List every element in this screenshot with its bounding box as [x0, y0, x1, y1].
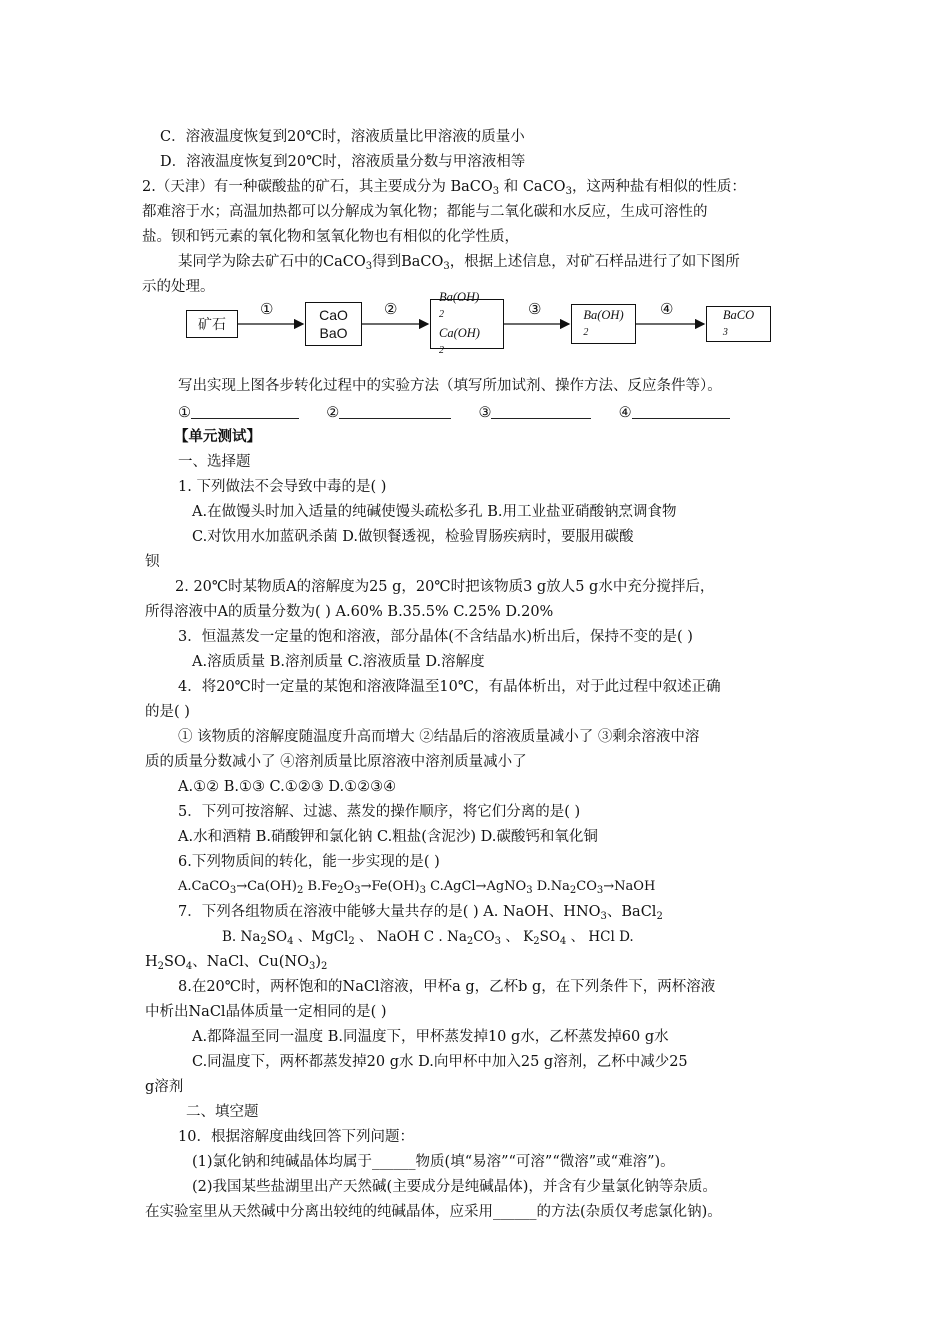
unit-test-heading: 【单元测试】: [174, 428, 261, 445]
box-hydroxides-caoh2: Ca(OH) 2: [439, 326, 480, 356]
q-line-8: 4．将20℃时一定量的某饱和溶液降温至10℃，有晶体析出，对于此过程中叙述正确: [178, 679, 721, 695]
q2-line5: 示的处理。: [142, 279, 215, 295]
q-line-14: A.水和酒精 B.硝酸钾和氯化钠 C.粗盐(含泥沙) D.碳酸钙和氧化铜: [178, 829, 598, 845]
q-line-18: B. $Na_2SO_4$ 、MgCl$_2$ 、 NaOH C . $Na_2CO_3$ 、 $K_2SO_4$ 、 HCl D.: [222, 929, 634, 947]
q-line-19: $H_2SO_4$、NaCl、$Cu(NO_3)_2$: [145, 954, 328, 972]
box-ore-label: 矿石: [198, 316, 226, 332]
q-line-16: $A.CaCO_3\to Ca(OH)_2$ $B.Fe_2O_3\to Fe(OH)_3$ C.AgCl→AgNO$_3$ $D.Na_2CO_3\to NaOH$: [178, 879, 656, 896]
answer-blank-1[interactable]: [191, 402, 299, 419]
answer-blank-4[interactable]: [632, 402, 730, 419]
answer-label-3: ③: [478, 405, 492, 421]
section-fill-heading: 二、填空题: [186, 1104, 259, 1120]
answer-label-2: ②: [326, 405, 340, 421]
q-line-22: A.都降温至同一温度 B.同温度下，甲杯蒸发掉10 g水，乙杯蒸发掉60 g水: [192, 1029, 669, 1045]
section-choice-heading: 一、选择题: [178, 454, 251, 470]
step3-label: ③: [528, 300, 542, 318]
box-barium-carbonate-label: BaCO 3: [722, 308, 755, 338]
q-line-5: 所得溶液中A的质量分数为( ) A.60% B.35.5% C.25% D.20%: [145, 604, 554, 620]
q2-instruction: 写出实现上图各步转化过程中的实验方法（填写所加试剂、操作方法、反应条件等）。: [178, 378, 722, 394]
box-oxides-bao: BaO: [319, 325, 348, 341]
q-line-13: 5．下列可按溶解、过滤、蒸发的操作顺序，将它们分离的是( ): [178, 804, 581, 820]
q2-answer-row: [178, 402, 730, 423]
q-line-12: A.①② B.①③ C.①②③ D.①②③④: [178, 779, 397, 795]
box-oxides-cao: CaO: [319, 307, 348, 323]
box-ore: [186, 310, 238, 338]
q-line-15: 6.下列物质间的转化，能一步实现的是( ): [178, 854, 440, 870]
box-barium-hydroxide: [571, 304, 636, 344]
answer-blank-2[interactable]: [339, 402, 451, 419]
q-line-1: A.在做馒头时加入适量的纯碱使馒头疏松多孔 B.用工业盐亚硝酸钠烹调食物: [192, 504, 677, 520]
answer-label-4: ④: [618, 405, 632, 421]
fill-line-1: (1)氯化钠和纯碱晶体均属于______物质(填“易溶”“可溶”“微溶”或“难溶”)。: [192, 1154, 675, 1170]
q2-line2: 都难溶于水；高温加热都可以分解成为氧化物；都能与二氧化碳和水反应，生成可溶性的: [142, 204, 708, 220]
q-line-10: ① 该物质的溶解度随温度升高而增大 ②结晶后的溶液质量减小了 ③剩余溶液中溶: [178, 729, 700, 745]
q-line-11: 质的质量分数减小了 ④溶剂质量比原溶液中溶剂质量减小了: [145, 754, 527, 770]
q-line-7: A.溶质质量 B.溶剂质量 C.溶液质量 D.溶解度: [192, 654, 485, 670]
answer-label-1: ①: [178, 405, 191, 421]
q1-option-d: D．溶液温度恢复到20℃时，溶液质量分数与甲溶液相等: [160, 154, 526, 170]
q2-line4: 某同学为除去矿石中的CaCO$_3$得到BaCO$_3$，根据上述信息，对矿石样品进行了如下图所: [178, 254, 740, 272]
q2-line3: 盐。钡和钙元素的氧化物和氢氧化物也有相似的化学性质，: [142, 229, 519, 245]
process-flow-diagram: [186, 290, 786, 356]
fill-line-0: 10．根据溶解度曲线回答下列问题：: [178, 1129, 414, 1145]
q-line-6: 3．恒温蒸发一定量的饱和溶液，部分晶体(不含结晶水)析出后，保持不变的是( ): [178, 629, 693, 645]
answer-blank-3[interactable]: [491, 402, 591, 419]
q-line-24: g溶剂: [145, 1079, 184, 1095]
step4-label: ④: [660, 300, 674, 318]
q-line-0: 1. 下列做法不会导致中毒的是( ): [178, 479, 387, 495]
step2-label: ②: [384, 300, 398, 318]
fill-line-3: 在实验室里从天然碱中分离出较纯的纯碱晶体，应采用______的方法(杂质仅考虑氯化钠)。: [145, 1204, 722, 1220]
q-line-21: 中析出NaCl晶体质量一定相同的是( ): [145, 1004, 387, 1020]
box-barium-carbonate: [706, 306, 771, 342]
q-line-3: 钡: [145, 554, 160, 570]
box-barium-hydroxide-label: Ba(OH) 2: [583, 308, 624, 338]
box-oxides: [305, 302, 362, 346]
q-line-4: 2. 20℃时某物质A的溶解度为25 g，20℃时把该物质3 g放人5 g水中充分搅拌后，: [175, 579, 715, 595]
q-line-9: 的是( ): [145, 704, 190, 720]
q-line-23: C.同温度下，两杯都蒸发掉20 g水 D.向甲杯中加入25 g溶剂，乙杯中减少25: [192, 1054, 688, 1070]
q-line-2: C.对饮用水加蓝矾杀菌 D.做钡餐透视，检验胃肠疾病时，要服用碳酸: [192, 529, 634, 545]
q-line-20: 8.在20℃时，两杯饱和的NaCl溶液，甲杯a g，乙杯b g，在下列条件下，两杯溶液: [178, 979, 716, 995]
q1-option-c: C．溶液温度恢复到20℃时，溶液质量比甲溶液的质量小: [160, 129, 525, 145]
step1-label: ①: [260, 300, 274, 318]
fill-line-2: (2)我国某些盐湖里出产天然碱(主要成分是纯碱晶体)，并含有少量氯化钠等杂质。: [192, 1179, 717, 1195]
q-line-17: 7．下列各组物质在溶液中能够大量共存的是( ) A. NaOH、$HNO_3$、BaCl$_2$: [178, 904, 663, 922]
box-hydroxides: [430, 290, 504, 356]
box-hydroxides-baoh2: Ba(OH) 2: [439, 290, 480, 320]
q2-line1: 2.（天津）有一种碳酸盐的矿石，其主要成分为 BaCO$_3$ 和 CaCO$_3$，这两种盐有相似的性质：: [142, 179, 746, 197]
